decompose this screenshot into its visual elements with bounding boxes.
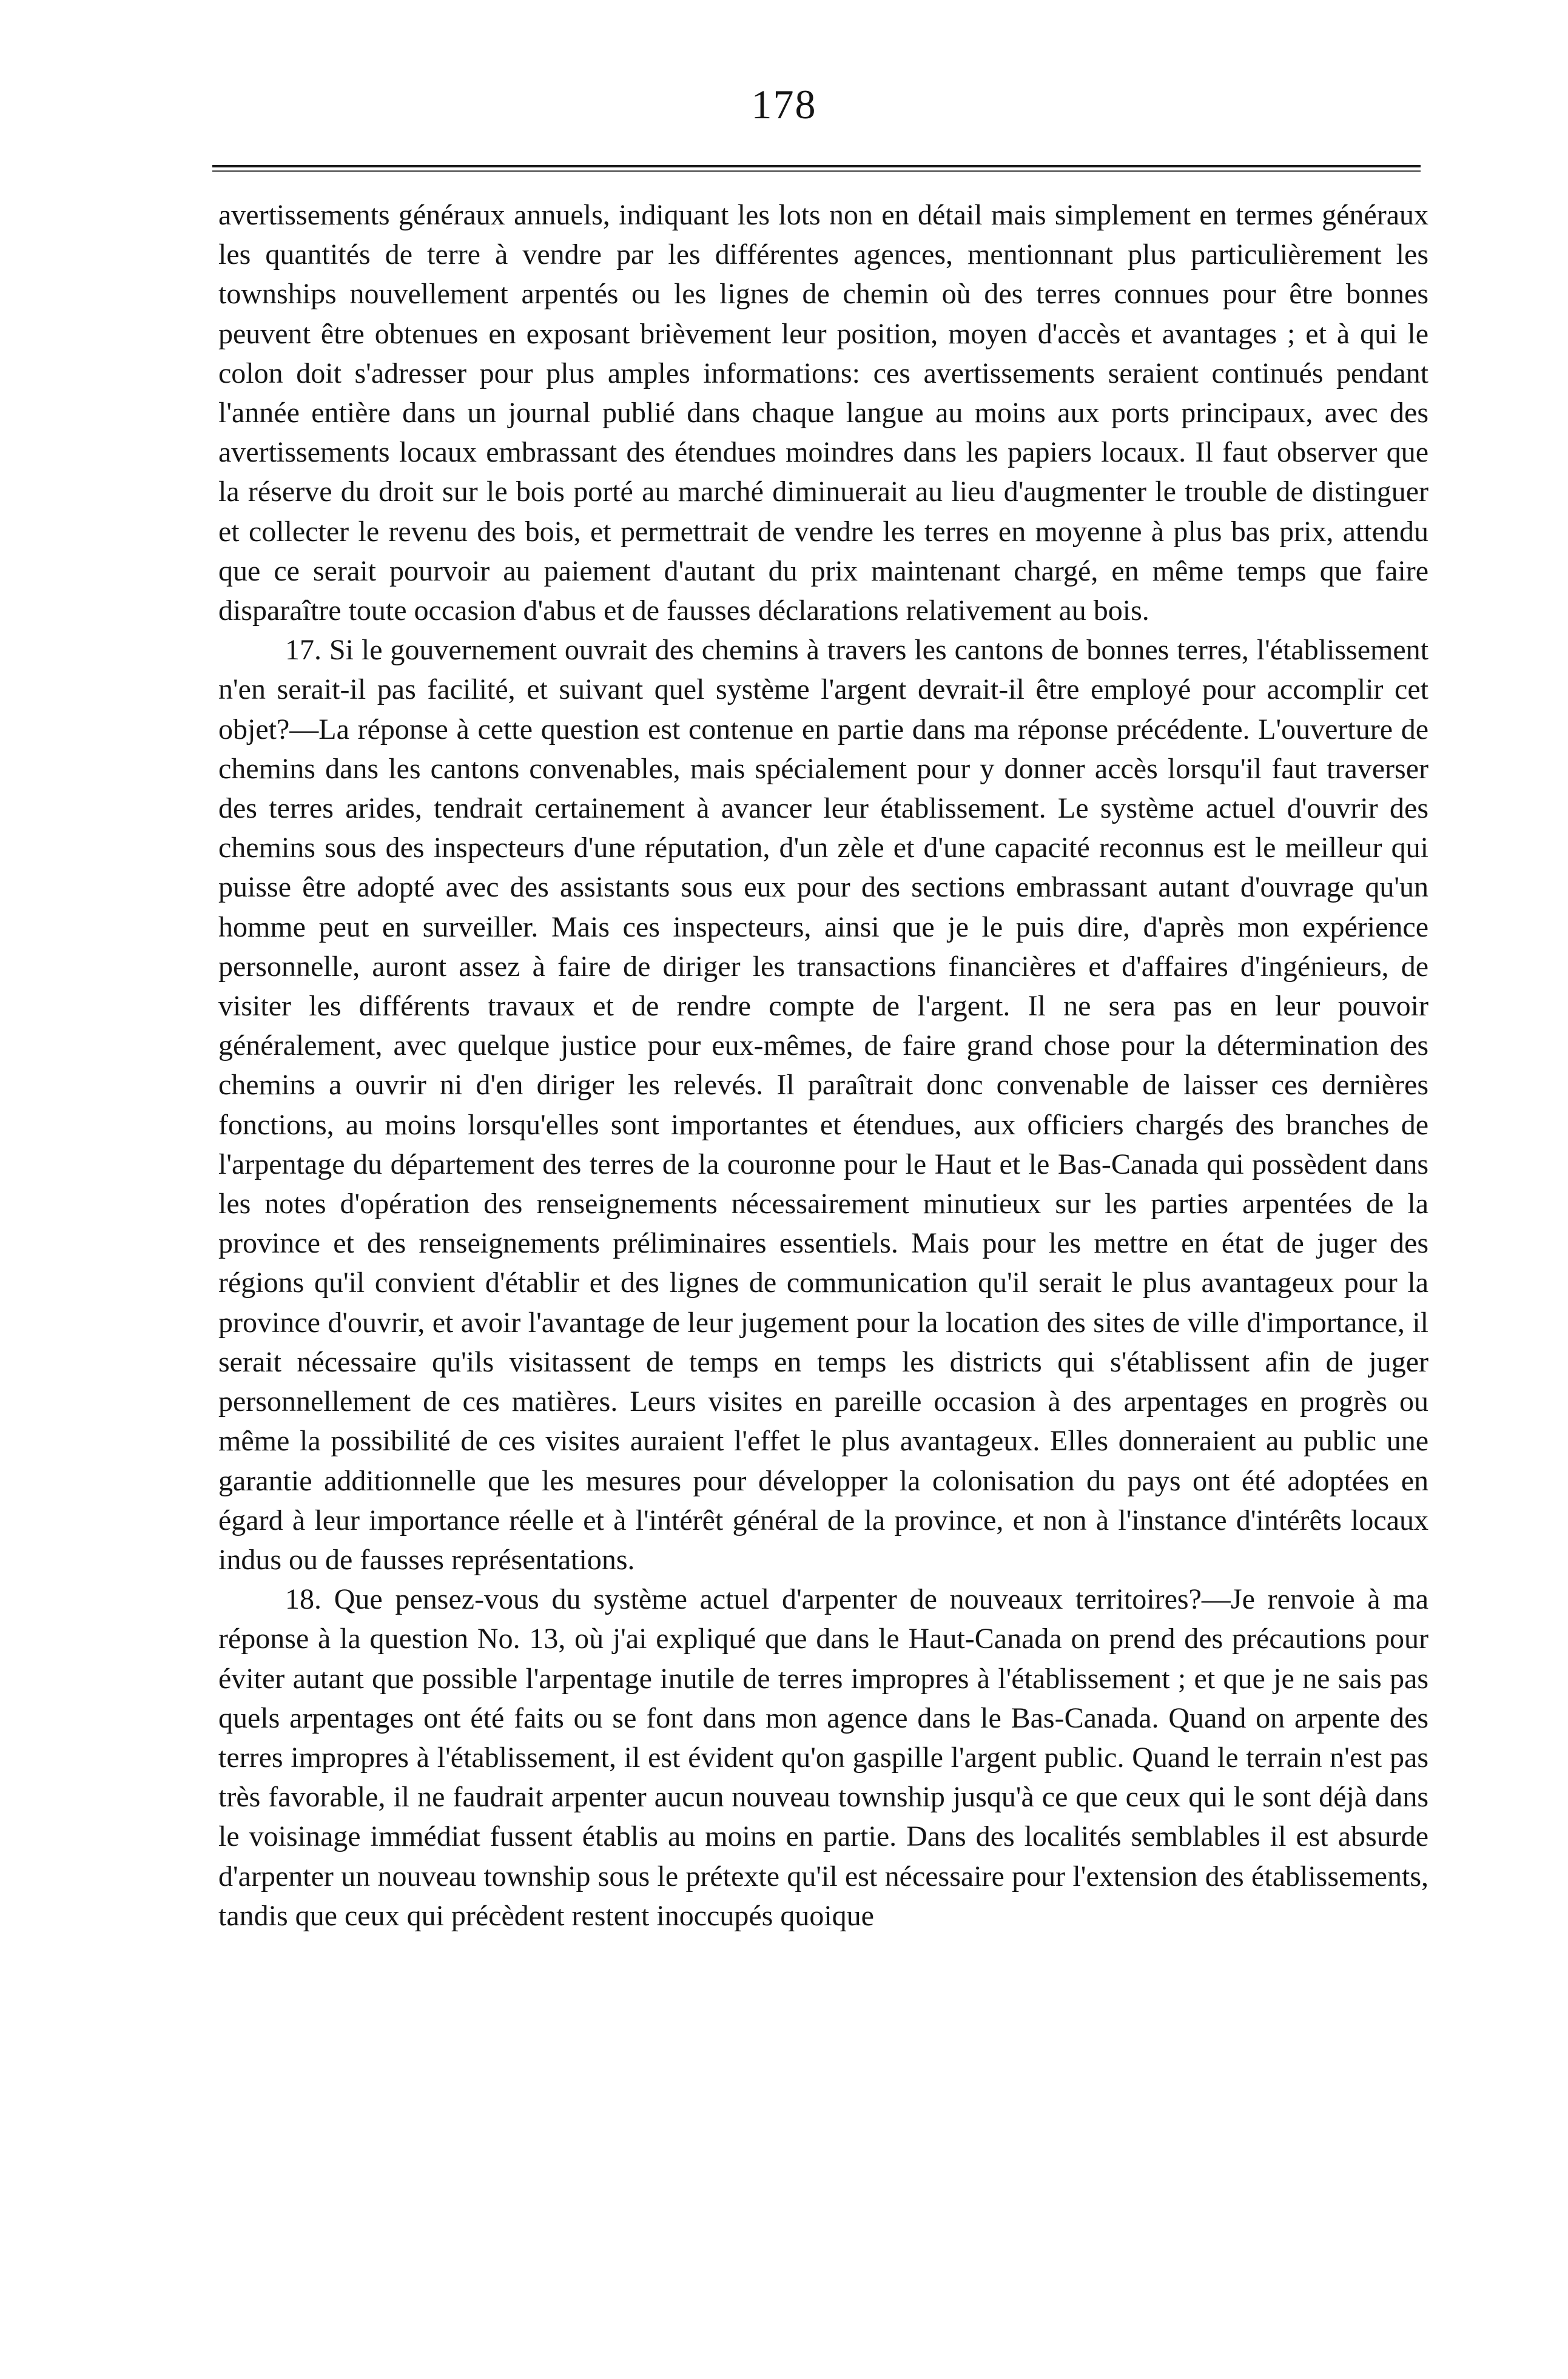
paragraph-question-18: 18. Que pensez-vous du système actuel d'arpenter de nouveaux territoires?—Je renvoie à ma réponse à la question No. 13, où j'ai expliqué que dans le Haut-Canada on prend des précautions pour éviter autant que possible l'arpentage inutile de terres impropres à l'établissement ; et que je ne sais pas quels arpentages ont été faits ou se font dans mon agence dans le Bas-Canada. Quand on arpente des terres impropres à l'établissement, il est évident qu'on gaspille l'argent public. Quand le terrain n'est pas très favorable, il ne faudrait arpenter aucun nouveau township jusqu'à ce que ceux qui le sont déjà dans le voisinage immédiat fussent établis au moins en partie. Dans des localités semblables il est absurde d'arpenter un nouveau township sous le prétexte qu'il est nécessaire pour l'extension des établissements, tandis que ceux qui précèdent restent inoccupés quoique	[218, 1583, 1428, 1932]
header-rule-thick	[212, 165, 1421, 167]
paragraph-question-17: 17. Si le gouvernement ouvrait des chemins à travers les cantons de bonnes terres, l'établissement n'en serait-il pas facilité, et suivant quel système l'argent devrait-il être employé pour accomplir cet objet?—La réponse à cette question est contenue en partie dans ma réponse précédente. L'ouverture de chemins dans les cantons convenables, mais spécialement pour y donner accès lorsqu'il faut traverser des terres arides, tendrait certainement à avancer leur établissement. Le système actuel d'ouvrir des chemins sous des inspecteurs d'une réputation, d'un zèle et d'une capacité reconnus est le meilleur qui puisse être adopté avec des assistants sous eux pour des sections embrassant autant d'ouvrage qu'un homme peut en surveiller. Mais ces inspecteurs, ainsi que je le puis dire, d'après mon expérience personnelle, auront assez à faire de diriger les transactions financières et d'affaires d'ingénieurs, de visiter les différents travaux et de rendre compte de l'argent. Il ne sera pas en leur pouvoir généralement, avec quelque justice pour eux-mêmes, de faire grand chose pour la détermination des chemins a ouvrir ni d'en diriger les relevés. Il paraîtrait donc convenable de laisser ces dernières fonctions, au moins lorsqu'elles sont importantes et étendues, aux officiers chargés des branches de l'arpentage du département des terres de la couronne pour le Haut et le Bas-Canada qui possèdent dans les notes d'opération des renseignements nécessairement minutieux sur les parties arpentées de la province et des renseignements préliminaires essentiels. Mais pour les mettre en état de juger des régions qu'il convient d'établir et des lignes de communication qu'il serait le plus avantageux pour la province d'ouvrir, et avoir l'avantage de leur jugement pour la location des sites de ville d'importance, il serait nécessaire qu'ils visitassent de temps en temps les districts qui s'établissent afin de juger personnellement de ces matières. Leurs visites en pareille occasion à des arpentages en progrès ou même la possibilité de ces visites auraient l'effet le plus avantageux. Elles donneraient au public une garantie additionnelle que les mesures pour développer la colonisation du pays ont été adoptées en égard à leur importance réelle et à l'intérêt général de la province, et non à l'instance d'intérêts locaux indus ou de fausses représentations.	[218, 634, 1428, 1576]
body-text	[218, 195, 1428, 1936]
page-number: 178	[751, 81, 817, 127]
paragraph-continued: avertissements généraux annuels, indiquant les lots non en détail mais simplement en termes généraux les quantités de terre à vendre par les différentes agences, mentionnant plus particulièrement les townships nouvellement arpentés ou les lignes de chemin où des terres connues pour être bonnes peuvent être obtenues en exposant brièvement leur position, moyen d'accès et avantages ; et à qui le colon doit s'adresser pour plus amples informations: ces avertissements seraient continués pendant l'année entière dans un journal publié dans chaque langue au moins aux ports principaux, avec des avertissements locaux embrassant des étendues moindres dans les papiers locaux. Il faut observer que la réserve du droit sur le bois porté au marché diminuerait au lieu d'augmenter le trouble de distinguer et collecter le revenu des bois, et permettrait de vendre les terres en moyenne à plus bas prix, attendu que ce serait pourvoir au paiement d'autant du prix maintenant chargé, en même temps que faire disparaître toute occasion d'abus et de fausses déclarations relativement au bois.	[218, 199, 1428, 627]
header-rule-thin	[212, 170, 1421, 172]
